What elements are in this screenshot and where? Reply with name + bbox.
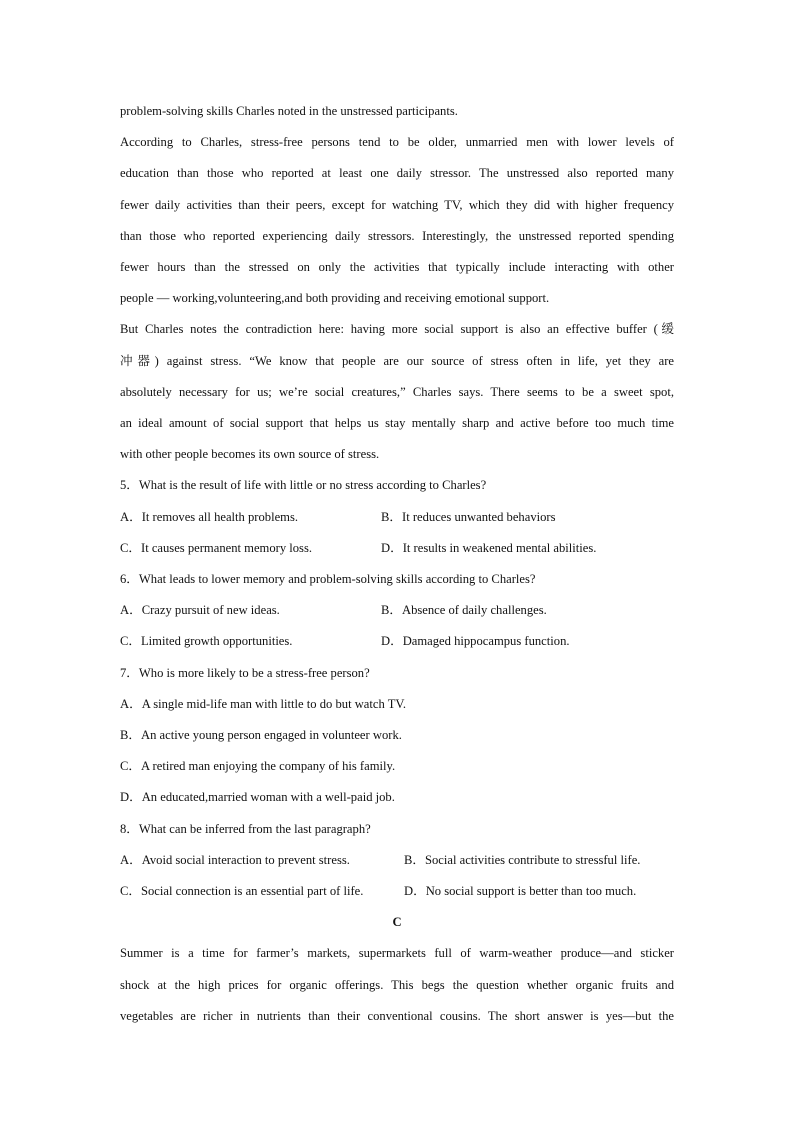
question-stem: 6．What leads to lower memory and problem-solving skills according to Charles? xyxy=(120,572,536,587)
passage-c-text xyxy=(120,938,674,1032)
text-line: According to Charles, stress-free persons tend to be older, unmarried men with lower levels of xyxy=(120,135,674,150)
document-page xyxy=(120,96,674,1032)
option-d: D．Damaged hippocampus function. xyxy=(381,634,570,649)
question-5 xyxy=(120,470,674,564)
text-line: problem-solving skills Charles noted in the unstressed participants. xyxy=(120,104,458,118)
question-7 xyxy=(120,658,674,814)
question-8 xyxy=(120,814,674,908)
option-row xyxy=(120,595,674,626)
text-line: 冲器) against stress. “We know that people are our source of stress often in life, yet they are xyxy=(120,353,674,368)
option-b: B．Social activities contribute to stressful life. xyxy=(404,852,641,867)
text-line: absolutely necessary for us; we’re social creatures,” Charles says. There seems to be a sweet spot, xyxy=(120,384,674,399)
option-b: B．An active young person engaged in volunteer work. xyxy=(120,728,402,743)
option-d: D．An educated,married woman with a well-paid job. xyxy=(120,790,395,805)
option-a: A．A single mid-life man with little to do but watch TV. xyxy=(120,696,407,711)
section-heading: C xyxy=(392,915,402,930)
question-stem: 8．What can be inferred from the last paragraph? xyxy=(120,821,371,836)
text-line: people — working,volunteering,and both providing and receiving emotional support. xyxy=(120,291,550,306)
text-line: an ideal amount of social support that helps us stay mentally sharp and active before too much time xyxy=(120,416,674,431)
option-c: C．Limited growth opportunities. xyxy=(120,634,293,649)
text-line: fewer hours than the stressed on only the activities that typically include interacting with other xyxy=(120,260,674,275)
text-line: than those who reported experiencing daily stressors. Interestingly, the unstressed reported spending xyxy=(120,228,674,243)
option-b: B．Absence of daily challenges. xyxy=(381,603,547,618)
option-c: C．A retired man enjoying the company of his family. xyxy=(120,759,396,774)
option-d: D．No social support is better than too much. xyxy=(404,884,637,899)
option-a: A．It removes all health problems. xyxy=(120,509,299,524)
option-row xyxy=(120,845,674,876)
question-6 xyxy=(120,564,674,658)
text-line: education than those who reported at least one daily stressor. The unstressed also reported many xyxy=(120,166,674,181)
option-d: D．It results in weakened mental abilities. xyxy=(381,540,597,555)
option-row xyxy=(120,876,674,907)
question-stem: 5．What is the result of life with little or no stress according to Charles? xyxy=(120,478,487,493)
text-line: Summer is a time for farmer’s markets, supermarkets full of warm-weather produce—and sticker xyxy=(120,946,674,961)
passage-b-text xyxy=(120,96,674,470)
option-b: B．It reduces unwanted behaviors xyxy=(381,509,556,524)
option-row xyxy=(120,533,674,564)
option-row xyxy=(120,626,674,657)
option-c: C．It causes permanent memory loss. xyxy=(120,540,313,555)
text-line: with other people becomes its own source of stress. xyxy=(120,447,380,462)
option-c: C．Social connection is an essential part of life. xyxy=(120,884,364,899)
text-line: But Charles notes the contradiction here: having more social support is also an effective buffer (缓 xyxy=(120,322,674,337)
option-row xyxy=(120,502,674,533)
text-line: vegetables are richer in nutrients than their conventional cousins. The short answer is yes—but the xyxy=(120,1008,674,1023)
text-line: fewer daily activities than their peers, except for watching TV, which they did with higher frequency xyxy=(120,197,674,212)
option-a: A．Crazy pursuit of new ideas. xyxy=(120,603,280,618)
text-line: shock at the high prices for organic offerings. This begs the question whether organic fruits and xyxy=(120,977,674,992)
option-a: A．Avoid social interaction to prevent stress. xyxy=(120,852,350,867)
question-stem: 7．Who is more likely to be a stress-free person? xyxy=(120,665,370,680)
